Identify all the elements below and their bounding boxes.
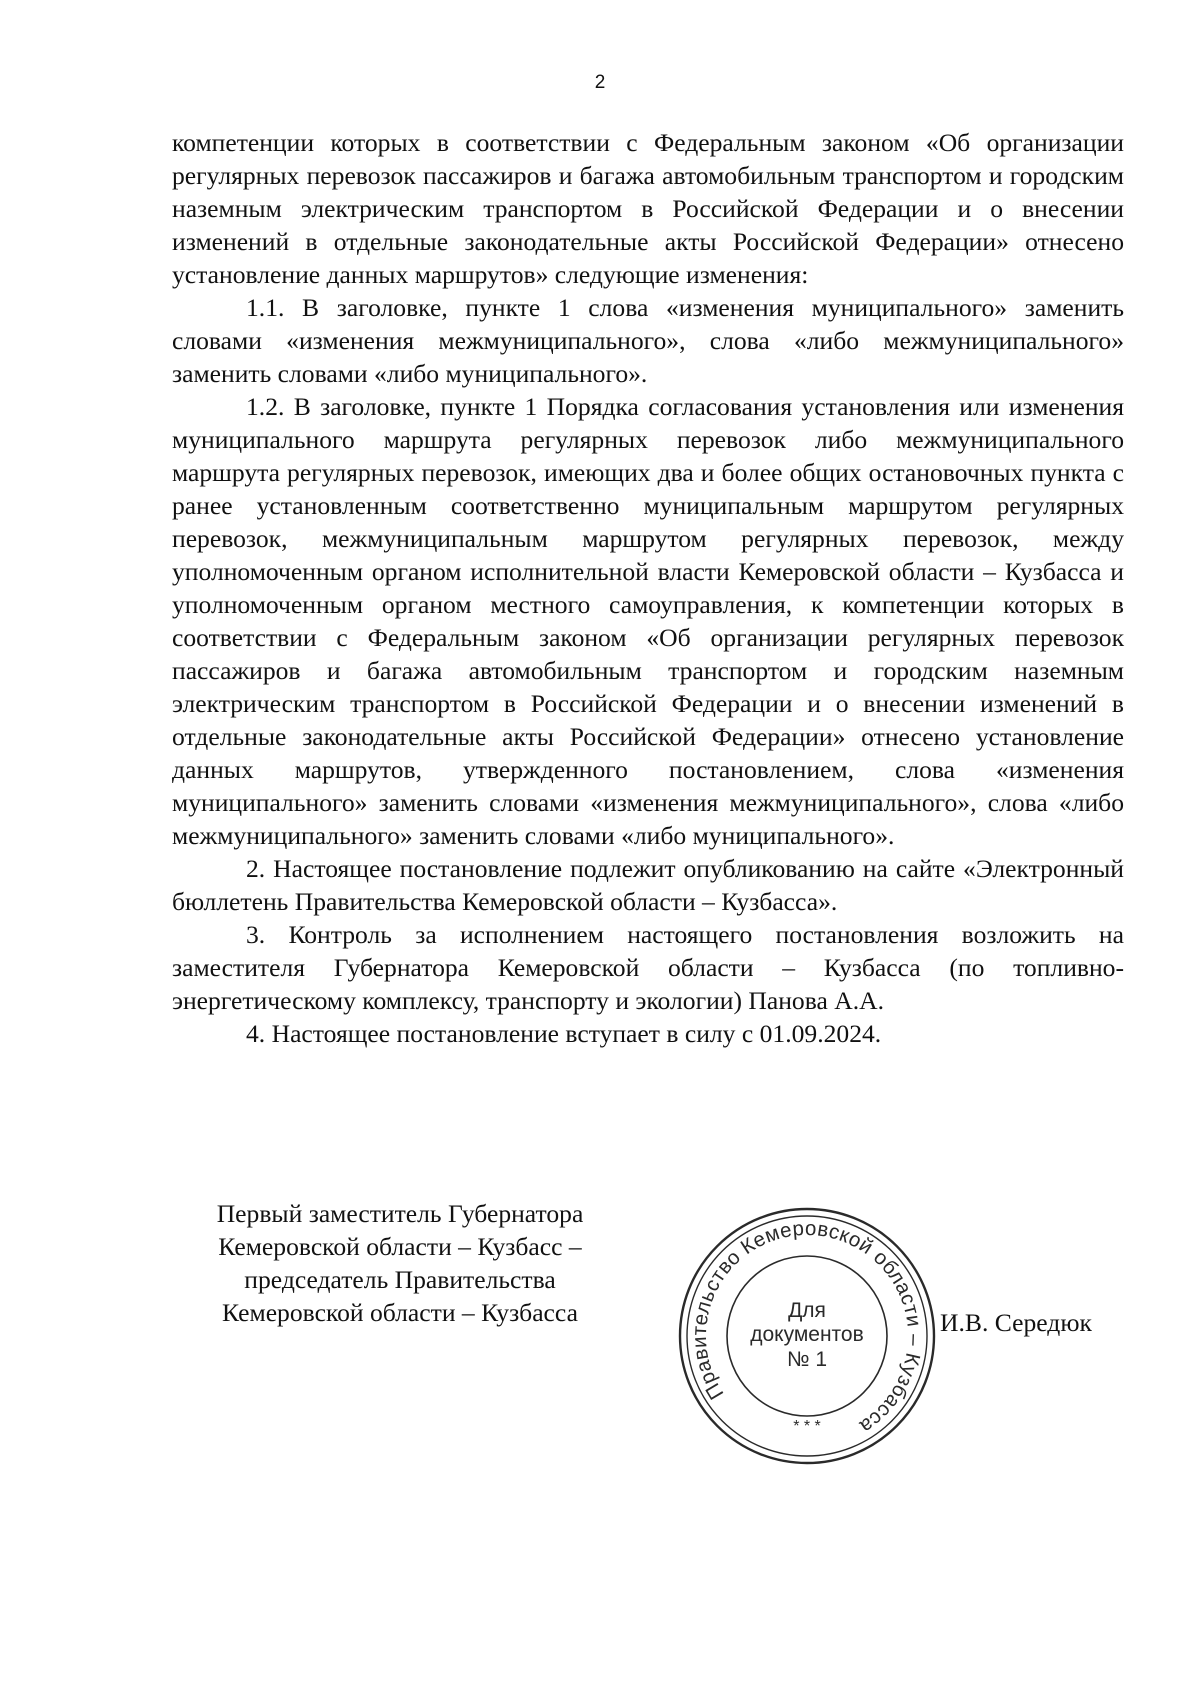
seal-center-line: документов (750, 1323, 864, 1346)
signatory-title-line: председатель Правительства (244, 1265, 556, 1294)
seal-center-line: № 1 (786, 1348, 828, 1371)
signatory-title-line: Кемеровской области – Кузбасса (222, 1298, 578, 1327)
seal-graphic (676, 1205, 938, 1467)
paragraph-continuation: компетенции которых в соответствии с Федеральным законом «Об организации регулярных перевозок пассажиров и багажа автомобильным транспортом и городским наземным электрическим транспортом в Российской Федерации и о внесении изменений в отдельные законодательные акты Российской Федерации» отнесено установление данных маршрутов» следующие изменения: (172, 128, 1124, 289)
official-seal (676, 1205, 938, 1467)
signatory-title (165, 1197, 635, 1329)
paragraph-3: 3. Контроль за исполнением настоящего постановления возложить на заместителя Губернатора Кемеровской области – Кузбасса (по топливно-энергетическому комплексу, транспорту и экологии) Панова А.А. (172, 920, 1124, 1015)
paragraph-1-2: 1.2. В заголовке, пункте 1 Порядка согласования установления или изменения муниципального маршрута регулярных перевозок либо межмуниципального маршрута регулярных перевозок, имеющих два и более общих остановочных пункта с ранее установленным соответственно муниципальным маршрутом регулярных перевозок, межмуниципальным маршрутом регулярных перевозок, между уполномоченным органом исполнительной власти Кемеровской области – Кузбасса и уполномоченным органом местного самоуправления, к компетенции которых в соответствии с Федеральным законом «Об организации регулярных перевозок пассажиров и багажа автомобильным транспортом и городским наземным электрическим транспортом в Российской Федерации и о внесении изменений в отдельные законодательные акты Российской Федерации» отнесено установление данных маршрутов, утвержденного постановлением, слова «изменения муниципального» заменить словами «изменения межмуниципального», слова «либо межмуниципального» заменить словами «либо муниципального». (172, 392, 1124, 850)
signer-name: И.В. Середюк (940, 1308, 1092, 1337)
paragraph-1-1: 1.1. В заголовке, пункте 1 слова «изменения муниципального» заменить словами «изменения межмуниципального», слова «либо межмуниципального» заменить словами «либо муниципального». (172, 293, 1124, 388)
seal-center-line: Для (788, 1299, 826, 1322)
seal-stars: * * * (793, 1418, 821, 1435)
page-number: 2 (594, 72, 606, 93)
signatory-title-line: Первый заместитель Губернатора (216, 1199, 584, 1228)
paragraph-2: 2. Настоящее постановление подлежит опубликованию на сайте «Электронный бюллетень Правительства Кемеровской области – Кузбасса». (172, 854, 1124, 916)
signatory-title-line: Кемеровской области – Кузбасс – (218, 1232, 582, 1261)
paragraph-4: 4. Настоящее постановление вступает в силу с 01.09.2024. (246, 1019, 882, 1048)
body-text (172, 126, 1124, 1050)
seal-ring-text: Правительство Кемеровской области – Кузбасса (687, 1216, 927, 1439)
